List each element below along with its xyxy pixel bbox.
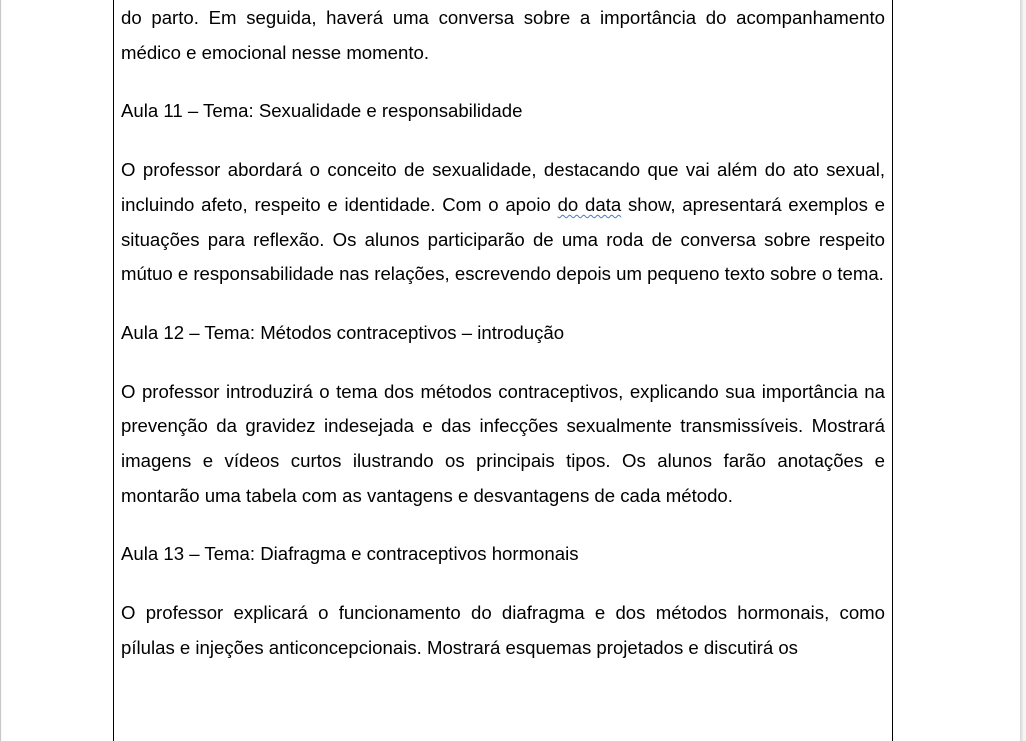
lesson-paragraph-12[interactable]: O professor introduzirá o tema dos métodos contraceptivos, explicando sua importância na prevenção da gravidez indesejada e das infecções sexualmente transmissíveis. Mostrará imagens e vídeos curtos ilustrando os principais tipos. Os alunos farão anotações e montarão uma tabela com as vantagens e desvantagens de cada método.	[121, 380, 885, 506]
lesson-heading-13[interactable]: Aula 13 – Tema: Diafragma e contraceptivos hormonais	[121, 543, 579, 565]
lesson-heading-11[interactable]: Aula 11 – Tema: Sexualidade e responsabilidade	[121, 100, 523, 122]
document-page[interactable]	[2, 0, 1020, 741]
grammar-flagged-text[interactable]: do data	[557, 193, 622, 215]
document-body[interactable]	[121, 1, 885, 690]
paragraph-text-segment: O professor abordará o conceito de sexualidade, destacando que vai além do ato sexual, incluindo afeto, respeito e identidade. Com o apoio	[121, 159, 885, 215]
paragraph-text-segment: show, apresentará exemplos e situações para reflexão. Os alunos participarão de uma roda de conversa sobre respeito mútuo e responsabilidade nas relações, escrevendo depois um pequeno texto sobre o tema.	[121, 193, 885, 285]
lesson-paragraph-13[interactable]: O professor explicará o funcionamento do diafragma e dos métodos hormonais, como pílulas e injeções anticoncepcionais. Mostrará esquemas projetados e discutirá os	[121, 602, 885, 658]
lesson-paragraph-11[interactable]	[121, 153, 885, 292]
paragraph-continuation[interactable]: do parto. Em seguida, haverá uma conversa sobre a importância do acompanhamento médico e emocional nesse momento.	[121, 7, 885, 63]
lesson-heading-12[interactable]: Aula 12 – Tema: Métodos contraceptivos – introdução	[121, 321, 565, 343]
